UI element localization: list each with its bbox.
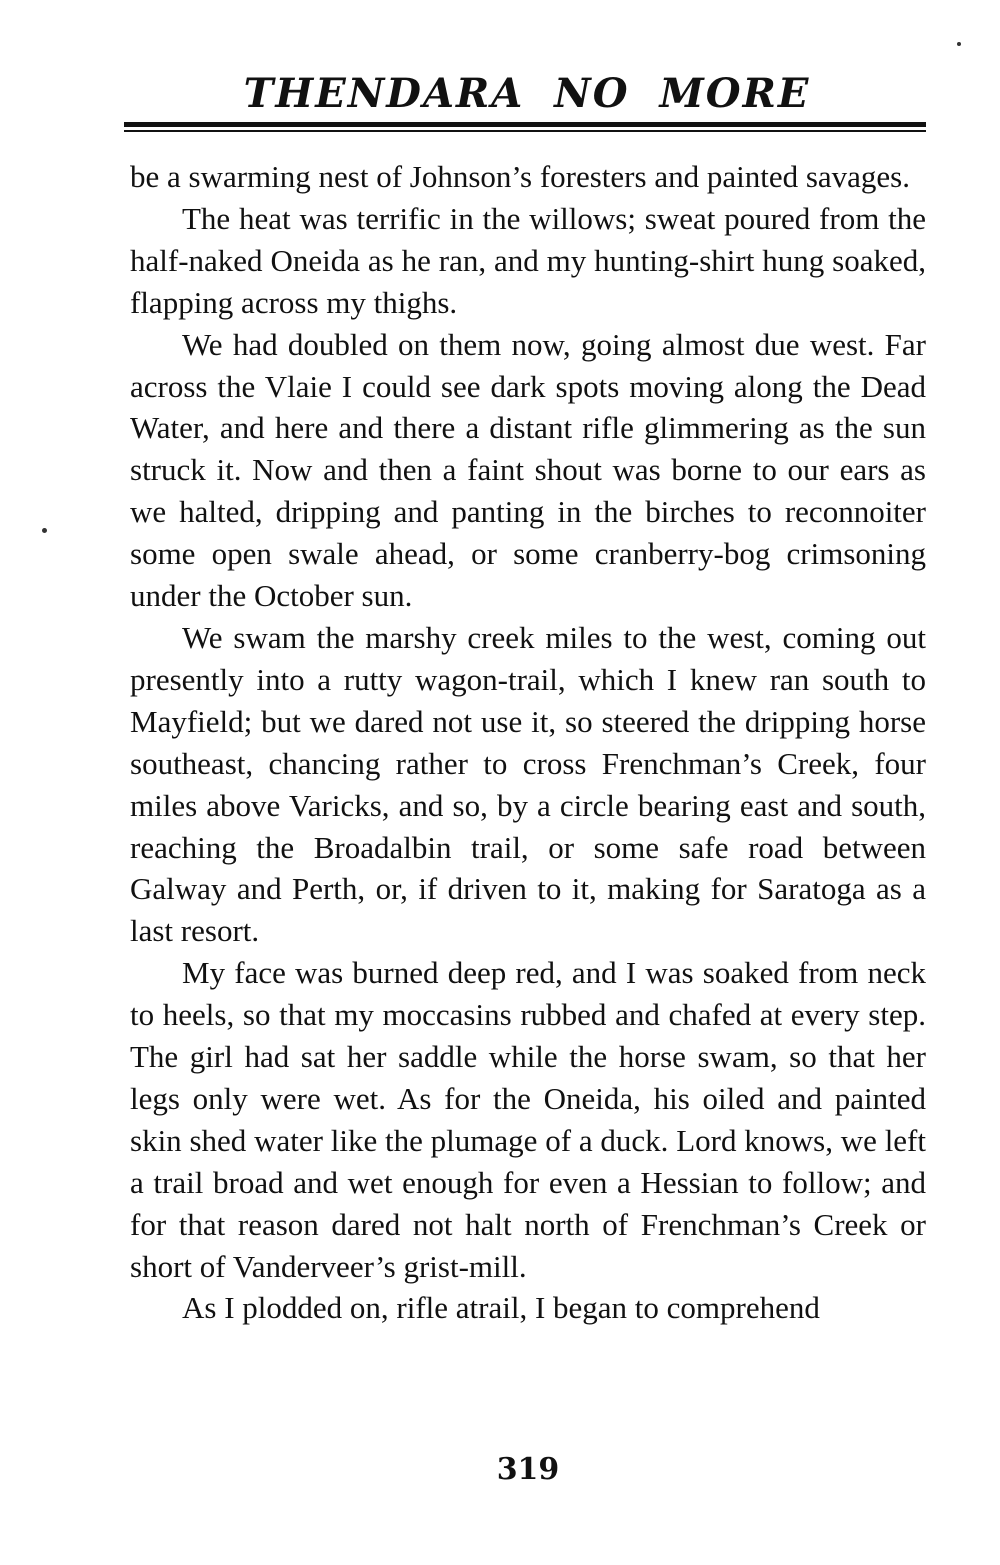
paragraph: The heat was terrific in the willows; sweat poured from the half-naked Oneida as he ran, and my hunting-shirt hung soaked, flapping across my thighs. [130,200,926,320]
paragraph: We had doubled on them now, going almost due west. Far across the Vlaie I could see dark spots moving along the Dead Water, and here and there a distant rifle glimmering as the sun struck it. Now and then a faint shout was borne to our ears as we halted, dripping and panting in the birches to reconnoiter some open swale ahead, or some cranberry-bog crimsoning under the October sun. [130,326,926,614]
paragraph-last: As I plodded on, rifle atrail, I began to comprehend [182,1290,820,1326]
body-text [130,156,926,1329]
running-head: THENDARA NO MORE [243,70,811,117]
header-rule-thin [124,130,926,132]
paragraph: We swam the marshy creek miles to the west, coming out presently into a rutty wagon-trail, which I knew ran south to Mayfield; but we dared not use it, so steered the dripping horse southeast, chancing rather to cross Frenchman’s Creek, four miles above Varicks, and so, by a circle bearing east and south, reaching the Broadalbin trail, or some safe road between Galway and Perth, or, if driven to it, making for Saratoga as a last resort. [130,619,926,949]
paragraph: My face was burned deep red, and I was soaked from neck to heels, so that my moccasins rubbed and chafed at every step. The girl had sat her saddle while the horse swam, so that her legs only were wet. As for the Oneida, his oiled and painted skin shed water like the plumage of a duck. Lord knows, we left a trail broad and wet enough for even a Hessian to follow; and for that reason dared not halt north of Frenchman’s Creek or short of Vanderveer’s grist-mill. [130,955,926,1284]
scan-speck [957,42,961,46]
header-rule-thick [124,122,926,127]
paragraph-continued: be a swarming nest of Johnson’s foresters and painted savages. [130,159,910,194]
page-number: 319 [496,1452,560,1487]
scan-speck [42,528,47,533]
